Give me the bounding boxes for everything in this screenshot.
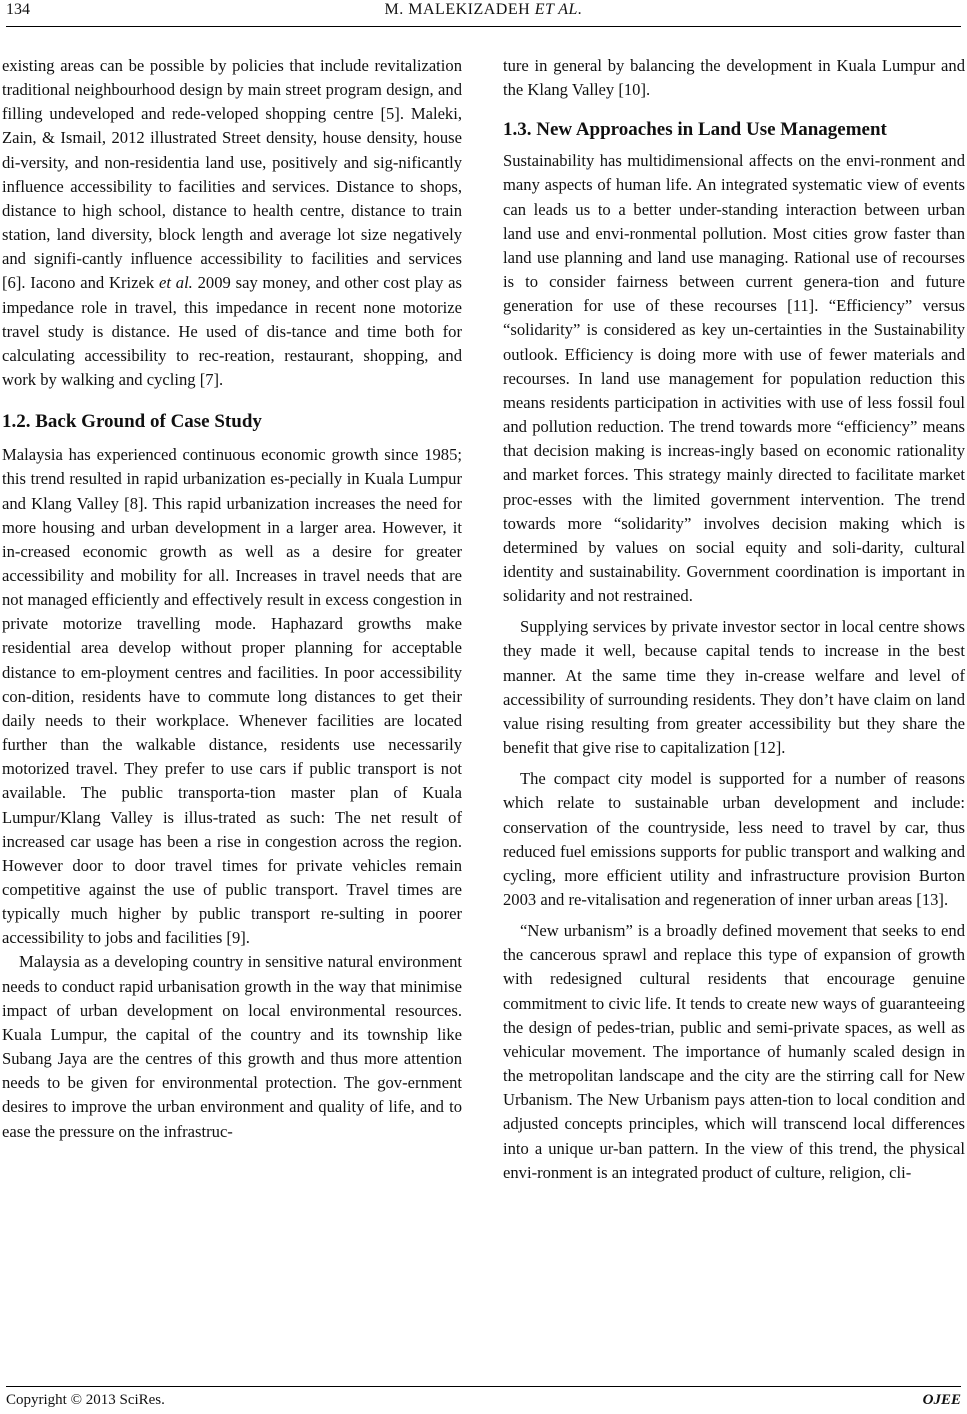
right-column [503, 54, 965, 1185]
left-paragraph-2: Malaysia has experienced continuous economic growth since 1985; this trend resulted in rapid urbanization es-pecially in Kuala Lumpur and Klang Valley [8]. This rapid urbanization increases the need for more housing and urban development in a larger area. However, it in-creased economic growth as well as a desire for greater accessibility and mobility for all. Increases in travel needs that are not managed efficiently and effectively result in excess congestion in private motorize travelling mode. Haphazard growths make residential area develop without proper planning for acceptable distance to em-ployment centres and facilities. In poor accessibility con-dition, residents have to commute long distances to get their daily needs to their workplace. Whenever facilities are located further than the walkable distance, residents use necessarily motorized travel. They prefer to use cars if public transport is not available. The public transporta-tion master plan of Kuala Lumpur/Klang Valley is illus-trated as such: The net result of increased car usage has been a rise in congestion across the region. However door to door travel times for private vehicles remain competitive against the use of public transport. Travel times are typically much higher by public transport re-sulting in poorer accessibility to jobs and facilities [9]. [2, 445, 462, 948]
authors-name: M. MALEKIZADEH [384, 1, 535, 18]
authors-etal: ET AL. [534, 1, 583, 18]
left-column [2, 54, 462, 1144]
left-paragraph-3: Malaysia as a developing country in sensitive natural environment needs to conduct rapid urbanisation growth in the way that minimise impact of urban development on local environmental resources. Kuala Lumpur, the capital of the country and its township like Subang Jaya are the centres of this growth and thus more attention needs to be given for environmental protection. The gov-ernment desires to improve the urban environment and quality of life, and to ease the pressure on the infrastruc- [2, 952, 462, 1141]
left-p1-rest: 2009 say money, and other cost play as impedance role in travel, this impedance in recent none motorize travel study is distance. He used of dis-tance and time both for calculating accessibility to rec-reation, restaurant, shopping, and work by walking and cycling [7]. [2, 273, 463, 390]
right-paragraph-3: The compact city model is supported for a number of reasons which relate to sustainable urban development and include: conservation of the countryside, less need to travel by car, thus reduced fuel emissions supports for public transport and walking and cycling, more efficient utility and infrastructure provision Burton 2003 and re-vitalisation and regeneration of inner urban areas [13]. [503, 769, 965, 909]
header-rule [6, 26, 961, 27]
journal-name: OJEE [922, 1392, 961, 1408]
footer-rule [6, 1386, 961, 1387]
section-heading-1-3: 1.3. New Approaches in Land Use Management [503, 119, 887, 141]
right-paragraph-1: Sustainability has multidimensional affects on the envi-ronment and many aspects of human life. An integrated systematic view of events can leads us to a better under-standing interaction between urban land use and envi-ronmental pollution. Most cities grow faster than land use planning and land use managing. Rational use of recourses is to consider fairness between current genera-tion and future generation for use of these recourses [11]. “Efficiency” versus “solidarity” is considered as key un-certainties in the Sustainability outlook. Efficiency is doing more with use of fewer materials and recourses. In land use management for population reduction this means residents participation in activities with use of less fossil foul and pollution reduction. The trend towards more “efficiency” means that decision making is increas-ingly based on economic rationality and market forces. This strategy mainly directed to facilitate market proc-esses with the limited government intervention. The trend towards more “solidarity” involves decision making which is determined by values on social equity and soli-darity, cultural identity and sustainability. Government coordination is important in solidarity and not restrained. [503, 151, 965, 606]
copyright-text: Copyright © 2013 SciRes. [6, 1392, 165, 1408]
running-head-authors [0, 1, 967, 19]
right-paragraph-4: “New urbanism” is a broadly defined movement that seeks to end the cancerous sprawl and replace this type of expansion of growth with redesigned cultural residents that encourage genuine commitment to civic life. It tends to create new ways of guaranteeing the design of pedes-trian, public and semi-private spaces, as well as vehicular movement. The importance of humanly scaled design in the metropolitan landscape and the city are the stirring call for New Urbanism. The New Urbanism pays atten-tion to local condition and adjusted concepts principles, which will transcend local differences into a unique ur-ban pattern. In the view of this trend, the physical envi-ronment is an integrated product of culture, religion, cli- [503, 921, 965, 1182]
left-paragraph-1 [2, 54, 462, 392]
left-p1-etal: et al. [158, 273, 193, 293]
page-number: 134 [6, 1, 30, 18]
page-footer [0, 1390, 967, 1412]
section-heading-1-2: 1.2. Back Ground of Case Study [2, 411, 262, 433]
page-header [0, 0, 967, 26]
right-paragraph-2: Supplying services by private investor sector in local centre shows they made it well, because capital tends to increase in the best manner. At the same time they in-crease welfare and level of accessibility of surrounding residents. They don’t have claim on land value rising resulting from greater accessibility but they share the benefit that give rise to capitalization [12]. [503, 617, 965, 758]
right-paragraph-0: ture in general by balancing the development in Kuala Lumpur and the Klang Valley [10]. [503, 56, 965, 100]
left-p1-text: existing areas can be possible by policies that include revitalization traditional neighbourhood design by main street program design, and filling undeveloped and rede-veloped shopping centre [5]. Maleki, Zain, & Ismail, 2012 illustrated Street density, house density, house di-versity, and non-residentia land use, positively and sig-nificantly influence accessibility to facilities and services. Distance to shops, distance to high school, distance to health centre, distance to train station, land diversity, block length and average lot size negatively and signifi-cantly influence accessibility to facilities and services [6]. Iacono and Krizek [2, 56, 462, 293]
